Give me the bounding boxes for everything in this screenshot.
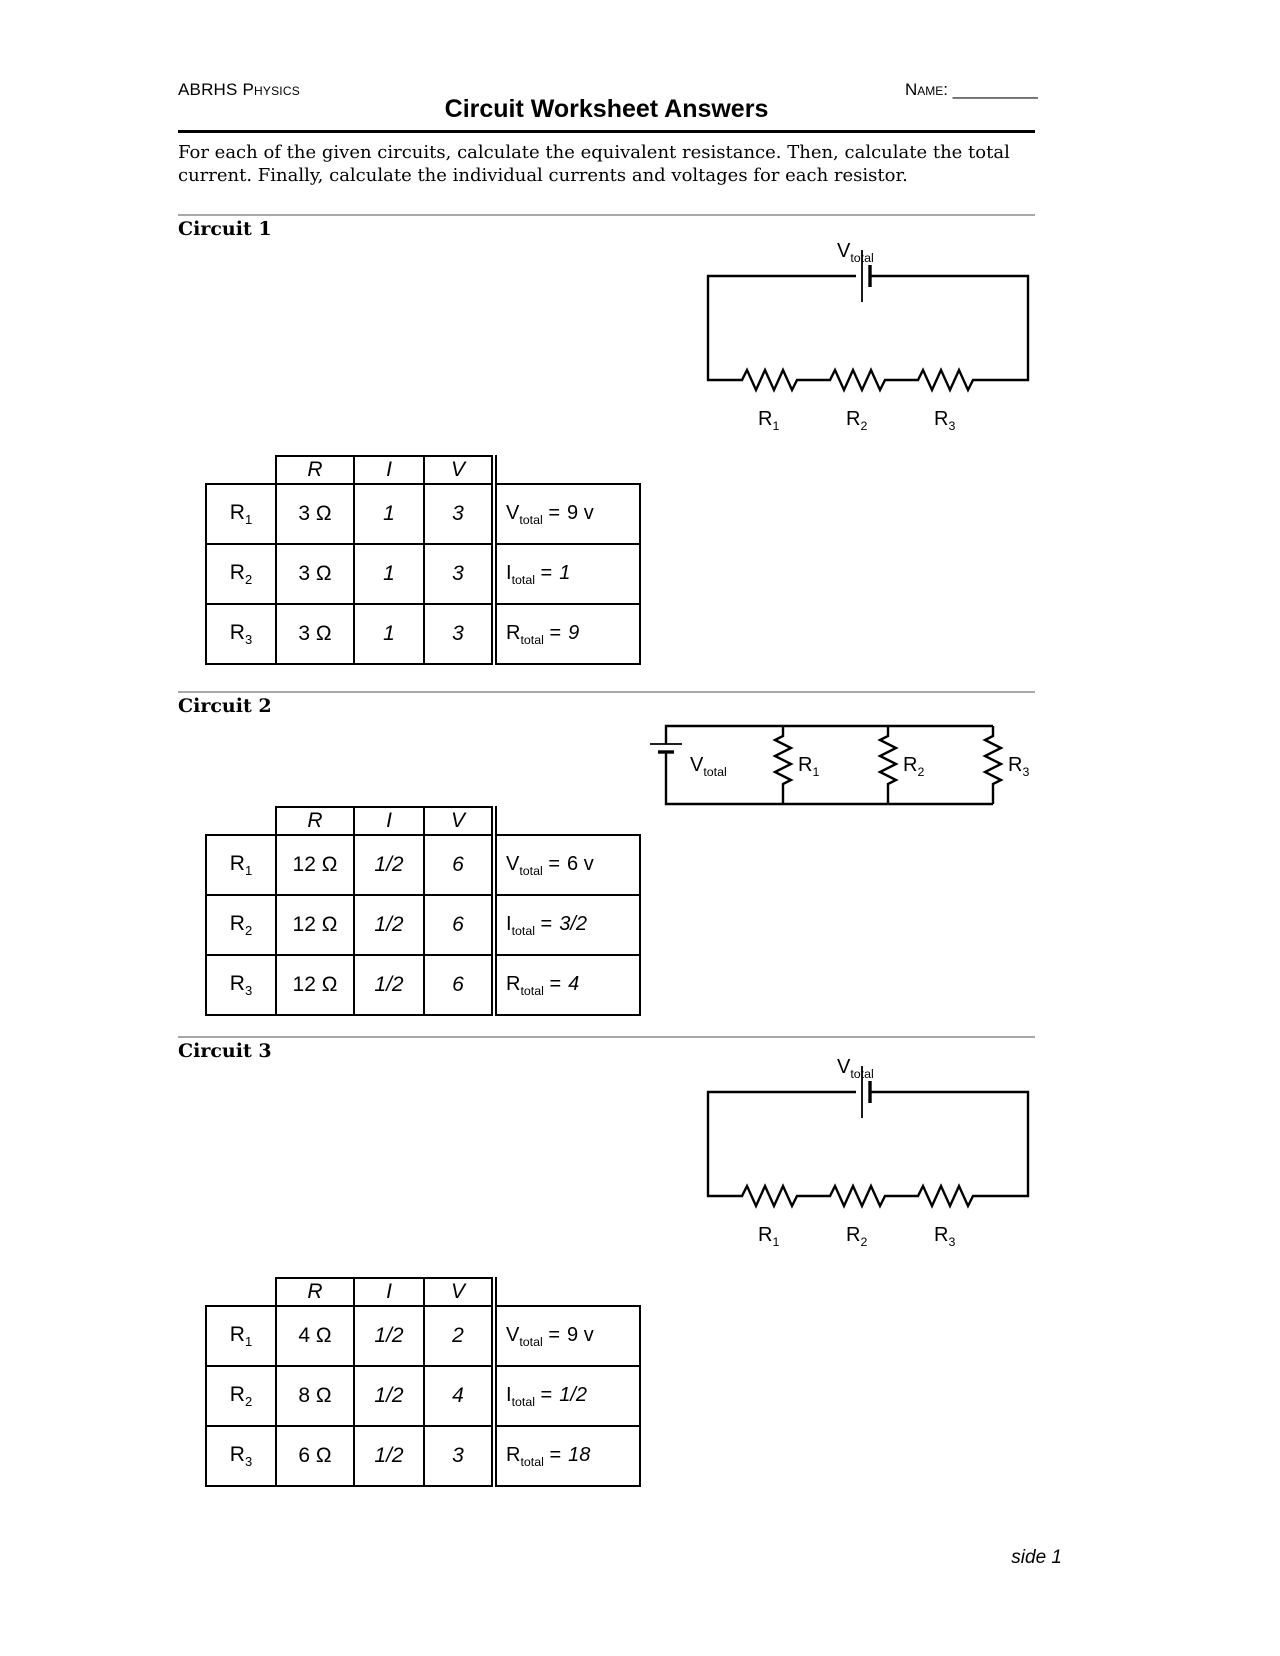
cell-current: 1	[354, 484, 424, 544]
row-label-r2: $R_2$	[206, 895, 276, 955]
cell-voltage: 4	[424, 1366, 494, 1426]
section-divider	[178, 691, 1035, 693]
header-spacer	[494, 1278, 640, 1306]
table-corner-blank	[206, 456, 276, 484]
total-current: $I_{total} = 1$	[494, 544, 640, 604]
cell-resistance: 3 Ω	[276, 604, 354, 664]
col-header-v: V	[424, 456, 494, 484]
circuit-2-table-wrap	[205, 806, 641, 1016]
cell-current: 1/2	[354, 1426, 424, 1486]
cell-resistance: 3 Ω	[276, 544, 354, 604]
r1-label: $R_1$	[798, 754, 820, 779]
cell-voltage: 6	[424, 895, 494, 955]
r3-label: $R_3$	[934, 408, 956, 433]
circuit-1-answers-table	[205, 455, 641, 665]
table-row	[206, 544, 640, 604]
row-label-r1: $R_1$	[206, 484, 276, 544]
circuit-2-diagram	[648, 716, 1068, 816]
section-heading-circuit-3: Circuit 3	[178, 1040, 272, 1062]
table-row	[206, 835, 640, 895]
table-row	[206, 1366, 640, 1426]
table-row	[206, 1426, 640, 1486]
section-heading-circuit-1: Circuit 1	[178, 218, 272, 240]
resistor-r1	[775, 726, 791, 804]
name-blank-line: _________	[952, 80, 1038, 99]
row-label-r2: $R_2$	[206, 1366, 276, 1426]
cell-voltage: 6	[424, 835, 494, 895]
col-header-v: V	[424, 807, 494, 835]
resistor-r3	[985, 726, 1001, 804]
row-label-r1: $R_1$	[206, 1306, 276, 1366]
cell-resistance: 8 Ω	[276, 1366, 354, 1426]
total-resistance: $R_{total} = 9$	[494, 604, 640, 664]
table-corner-blank	[206, 1278, 276, 1306]
circuit-3-answers-table	[205, 1277, 641, 1487]
table-row	[206, 895, 640, 955]
table-row	[206, 955, 640, 1015]
cell-resistance: 6 Ω	[276, 1426, 354, 1486]
section-heading-circuit-2: Circuit 2	[178, 695, 272, 717]
cell-voltage: 3	[424, 1426, 494, 1486]
total-voltage: $V_{total} = 9$ v	[494, 484, 640, 544]
row-label-r1: $R_1$	[206, 835, 276, 895]
circuit-wire	[708, 276, 1028, 390]
cell-resistance: 12 Ω	[276, 955, 354, 1015]
series-circuit-svg	[702, 240, 1042, 390]
cell-current: 1/2	[354, 835, 424, 895]
course-label: ABRHS Physics	[178, 80, 300, 99]
header-spacer	[494, 456, 640, 484]
cell-voltage: 3	[424, 544, 494, 604]
section-divider	[178, 1036, 1035, 1038]
cell-current: 1/2	[354, 1306, 424, 1366]
cell-voltage: 3	[424, 604, 494, 664]
circuit-1-table-wrap	[205, 455, 641, 665]
col-header-i: I	[354, 456, 424, 484]
cell-voltage: 3	[424, 484, 494, 544]
cell-current: 1/2	[354, 955, 424, 1015]
page-title: Circuit Worksheet Answers	[444, 95, 769, 123]
total-voltage: $V_{total} = 9$ v	[494, 1306, 640, 1366]
table-row	[206, 484, 640, 544]
page-number: side 1	[1011, 1547, 1062, 1568]
col-header-r: R	[276, 456, 354, 484]
col-header-i: I	[354, 807, 424, 835]
circuit-1-diagram	[702, 240, 1042, 440]
name-label: Name:	[905, 80, 949, 99]
col-header-i: I	[354, 1278, 424, 1306]
row-label-r3: $R_3$	[206, 955, 276, 1015]
cell-current: 1	[354, 544, 424, 604]
vtotal-label: $V_{total}$	[837, 1056, 874, 1081]
cell-resistance: 4 Ω	[276, 1306, 354, 1366]
r3-label: $R_3$	[934, 1224, 956, 1249]
total-voltage: $V_{total} = 6$ v	[494, 835, 640, 895]
col-header-r: R	[276, 807, 354, 835]
title-underline	[178, 130, 1035, 133]
circuit-wire	[708, 1092, 1028, 1206]
row-label-r2: $R_2$	[206, 544, 276, 604]
series-circuit-svg	[702, 1056, 1042, 1206]
table-row	[206, 1306, 640, 1366]
circuit-2-answers-table	[205, 806, 641, 1016]
cell-resistance: 3 Ω	[276, 484, 354, 544]
total-resistance: $R_{total} = 18$	[494, 1426, 640, 1486]
cell-voltage: 6	[424, 955, 494, 1015]
total-current: $I_{total} = 1/2$	[494, 1366, 640, 1426]
total-resistance: $R_{total} = 4$	[494, 955, 640, 1015]
cell-voltage: 2	[424, 1306, 494, 1366]
r1-label: $R_1$	[758, 408, 780, 433]
cell-resistance: 12 Ω	[276, 895, 354, 955]
r1-label: $R_1$	[758, 1224, 780, 1249]
cell-current: 1	[354, 604, 424, 664]
r2-label: $R_2$	[846, 408, 868, 433]
circuit-3-table-wrap	[205, 1277, 641, 1487]
total-current: $I_{total} = 3/2$	[494, 895, 640, 955]
col-header-v: V	[424, 1278, 494, 1306]
row-label-r3: $R_3$	[206, 604, 276, 664]
cell-current: 1/2	[354, 1366, 424, 1426]
cell-resistance: 12 Ω	[276, 835, 354, 895]
section-divider	[178, 214, 1035, 216]
col-header-r: R	[276, 1278, 354, 1306]
table-corner-blank	[206, 807, 276, 835]
vtotal-label: $V_{total}$	[837, 240, 874, 265]
table-row	[206, 604, 640, 664]
r2-label: $R_2$	[846, 1224, 868, 1249]
instructions-text: For each of the given circuits, calculate the equivalent resistance. Then, calculate the total current. Finally, calculate the individual currents and voltages for each resistor.	[178, 142, 1010, 187]
r3-label: $R_3$	[1008, 754, 1030, 779]
r2-label: $R_2$	[903, 754, 925, 779]
vtotal-label: $V_{total}$	[690, 754, 727, 779]
header-spacer	[494, 807, 640, 835]
resistor-r2	[880, 726, 896, 804]
row-label-r3: $R_3$	[206, 1426, 276, 1486]
circuit-3-diagram	[702, 1056, 1042, 1256]
cell-current: 1/2	[354, 895, 424, 955]
